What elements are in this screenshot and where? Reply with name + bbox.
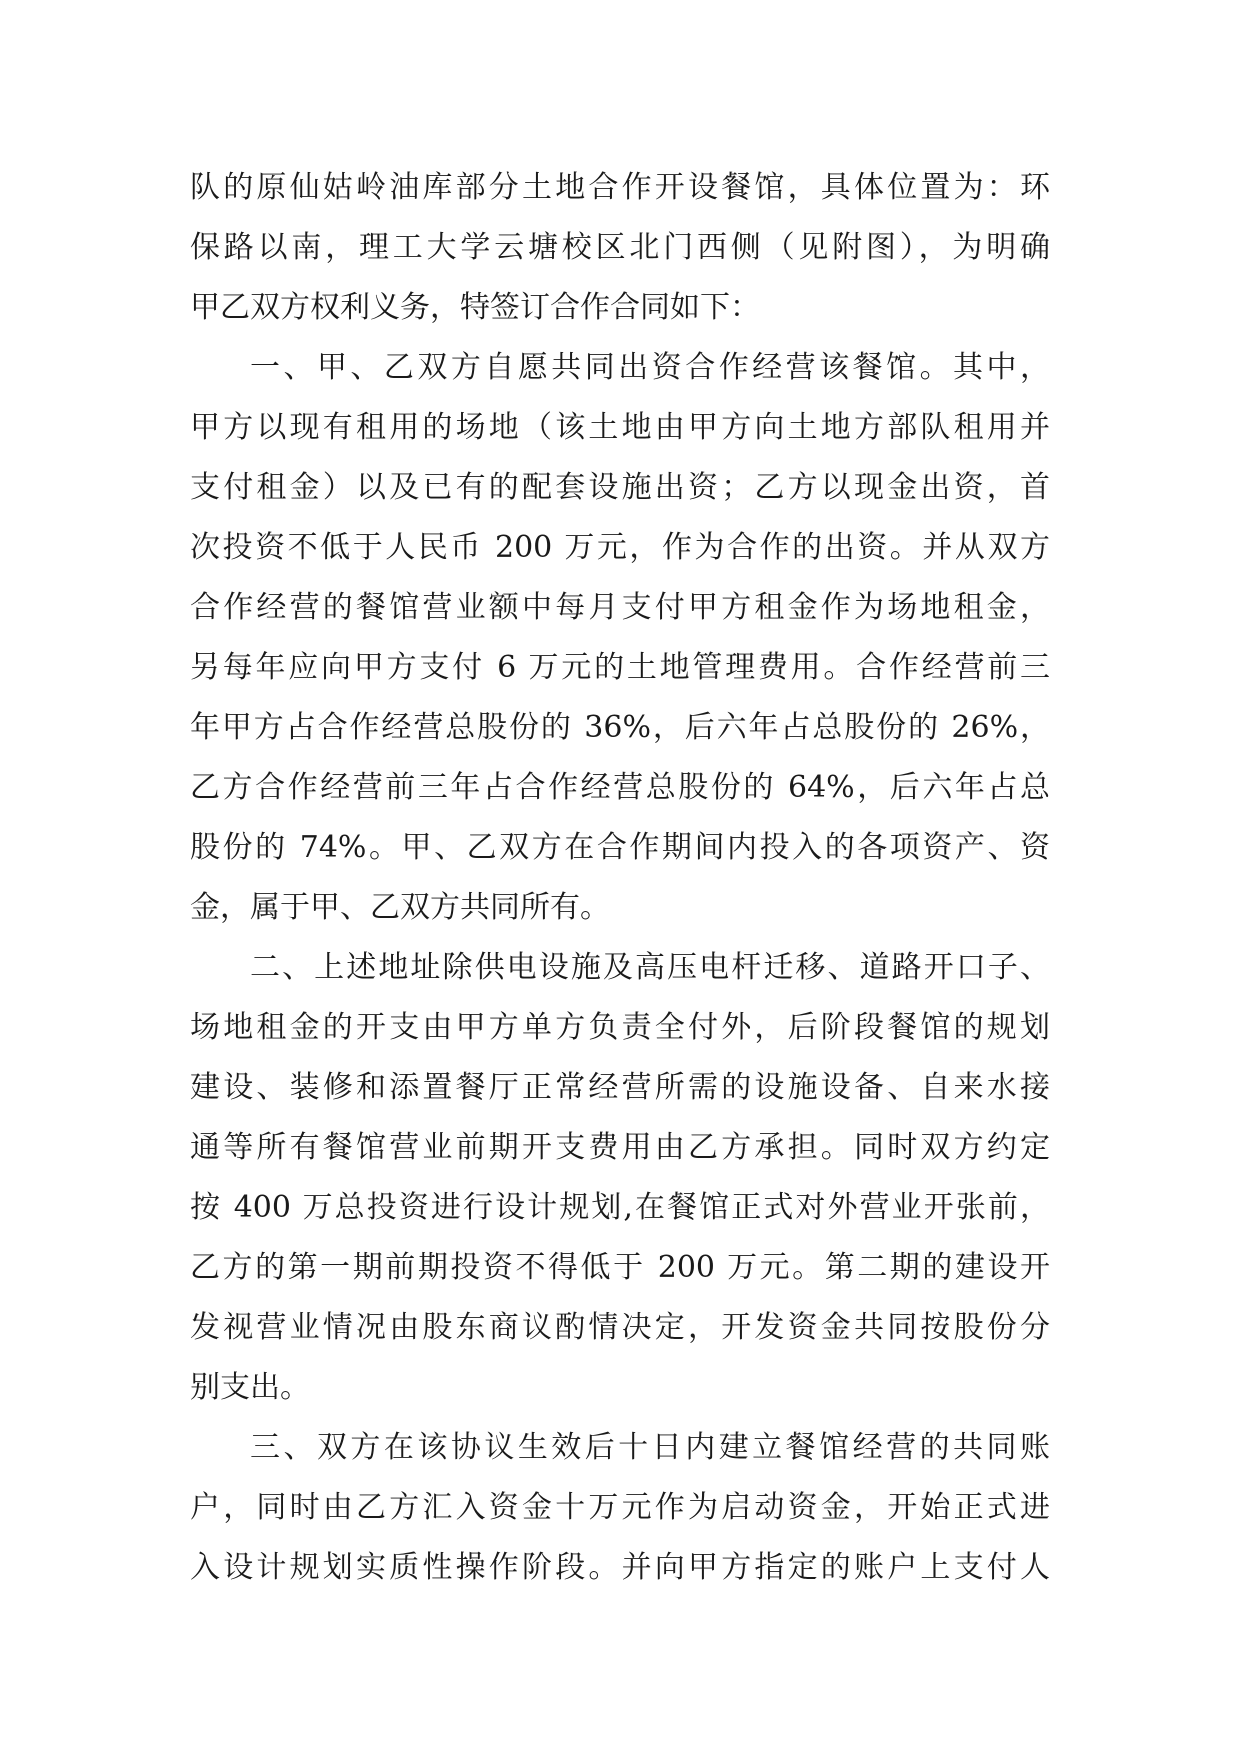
text-line: 队的原仙姑岭油库部分土地合作开设餐馆，具体位置为：环 xyxy=(190,170,1050,205)
text-line: 户，同时由乙方汇入资金十万元作为启动资金，开始正式进 xyxy=(190,1490,1050,1525)
clause-2-first-line: 二、上述地址除供电设施及高压电杆迁移、道路开口子、 xyxy=(250,950,1050,985)
text-line: 甲方以现有租用的场地（该土地由甲方向土地方部队租用并 xyxy=(190,410,1050,445)
text-line: 乙方合作经营前三年占合作经营总股份的 64%，后六年占总 xyxy=(190,770,1050,805)
text-line: 金，属于甲、乙双方共同所有。 xyxy=(190,890,610,925)
text-line: 另每年应向甲方支付 6 万元的土地管理费用。合作经营前三 xyxy=(190,650,1050,685)
clause-1-first-line: 一、甲、乙双方自愿共同出资合作经营该餐馆。其中， xyxy=(250,350,1050,385)
text-line: 入设计规划实质性操作阶段。并向甲方指定的账户上支付人 xyxy=(190,1550,1050,1585)
text-line: 甲乙双方权利义务，特签订合作合同如下： xyxy=(190,290,760,325)
text-line: 股份的 74%。甲、乙双方在合作期间内投入的各项资产、资 xyxy=(190,830,1050,865)
clause-3-first-line: 三、双方在该协议生效后十日内建立餐馆经营的共同账 xyxy=(250,1430,1050,1465)
text-line: 保路以南，理工大学云塘校区北门西侧（见附图），为明确 xyxy=(190,230,1050,265)
text-line: 建设、装修和添置餐厅正常经营所需的设施设备、自来水接 xyxy=(190,1070,1050,1105)
text-line: 支付租金）以及已有的配套设施出资；乙方以现金出资，首 xyxy=(190,470,1050,505)
text-line: 通等所有餐馆营业前期开支费用由乙方承担。同时双方约定 xyxy=(190,1130,1050,1165)
text-line: 发视营业情况由股东商议酌情决定，开发资金共同按股份分 xyxy=(190,1310,1050,1345)
text-line: 年甲方占合作经营总股份的 36%，后六年占总股份的 26%， xyxy=(190,710,1050,745)
text-line: 次投资不低于人民币 200 万元，作为合作的出资。并从双方 xyxy=(190,530,1050,565)
text-line: 别支出。 xyxy=(190,1370,310,1405)
text-line: 按 400 万总投资进行设计规划,在餐馆正式对外营业开张前， xyxy=(190,1190,1050,1225)
text-line: 乙方的第一期前期投资不得低于 200 万元。第二期的建设开 xyxy=(190,1250,1050,1285)
contract-text-body xyxy=(190,158,1050,1598)
text-line: 合作经营的餐馆营业额中每月支付甲方租金作为场地租金， xyxy=(190,590,1050,625)
text-line: 场地租金的开支由甲方单方负责全付外，后阶段餐馆的规划 xyxy=(190,1010,1050,1045)
